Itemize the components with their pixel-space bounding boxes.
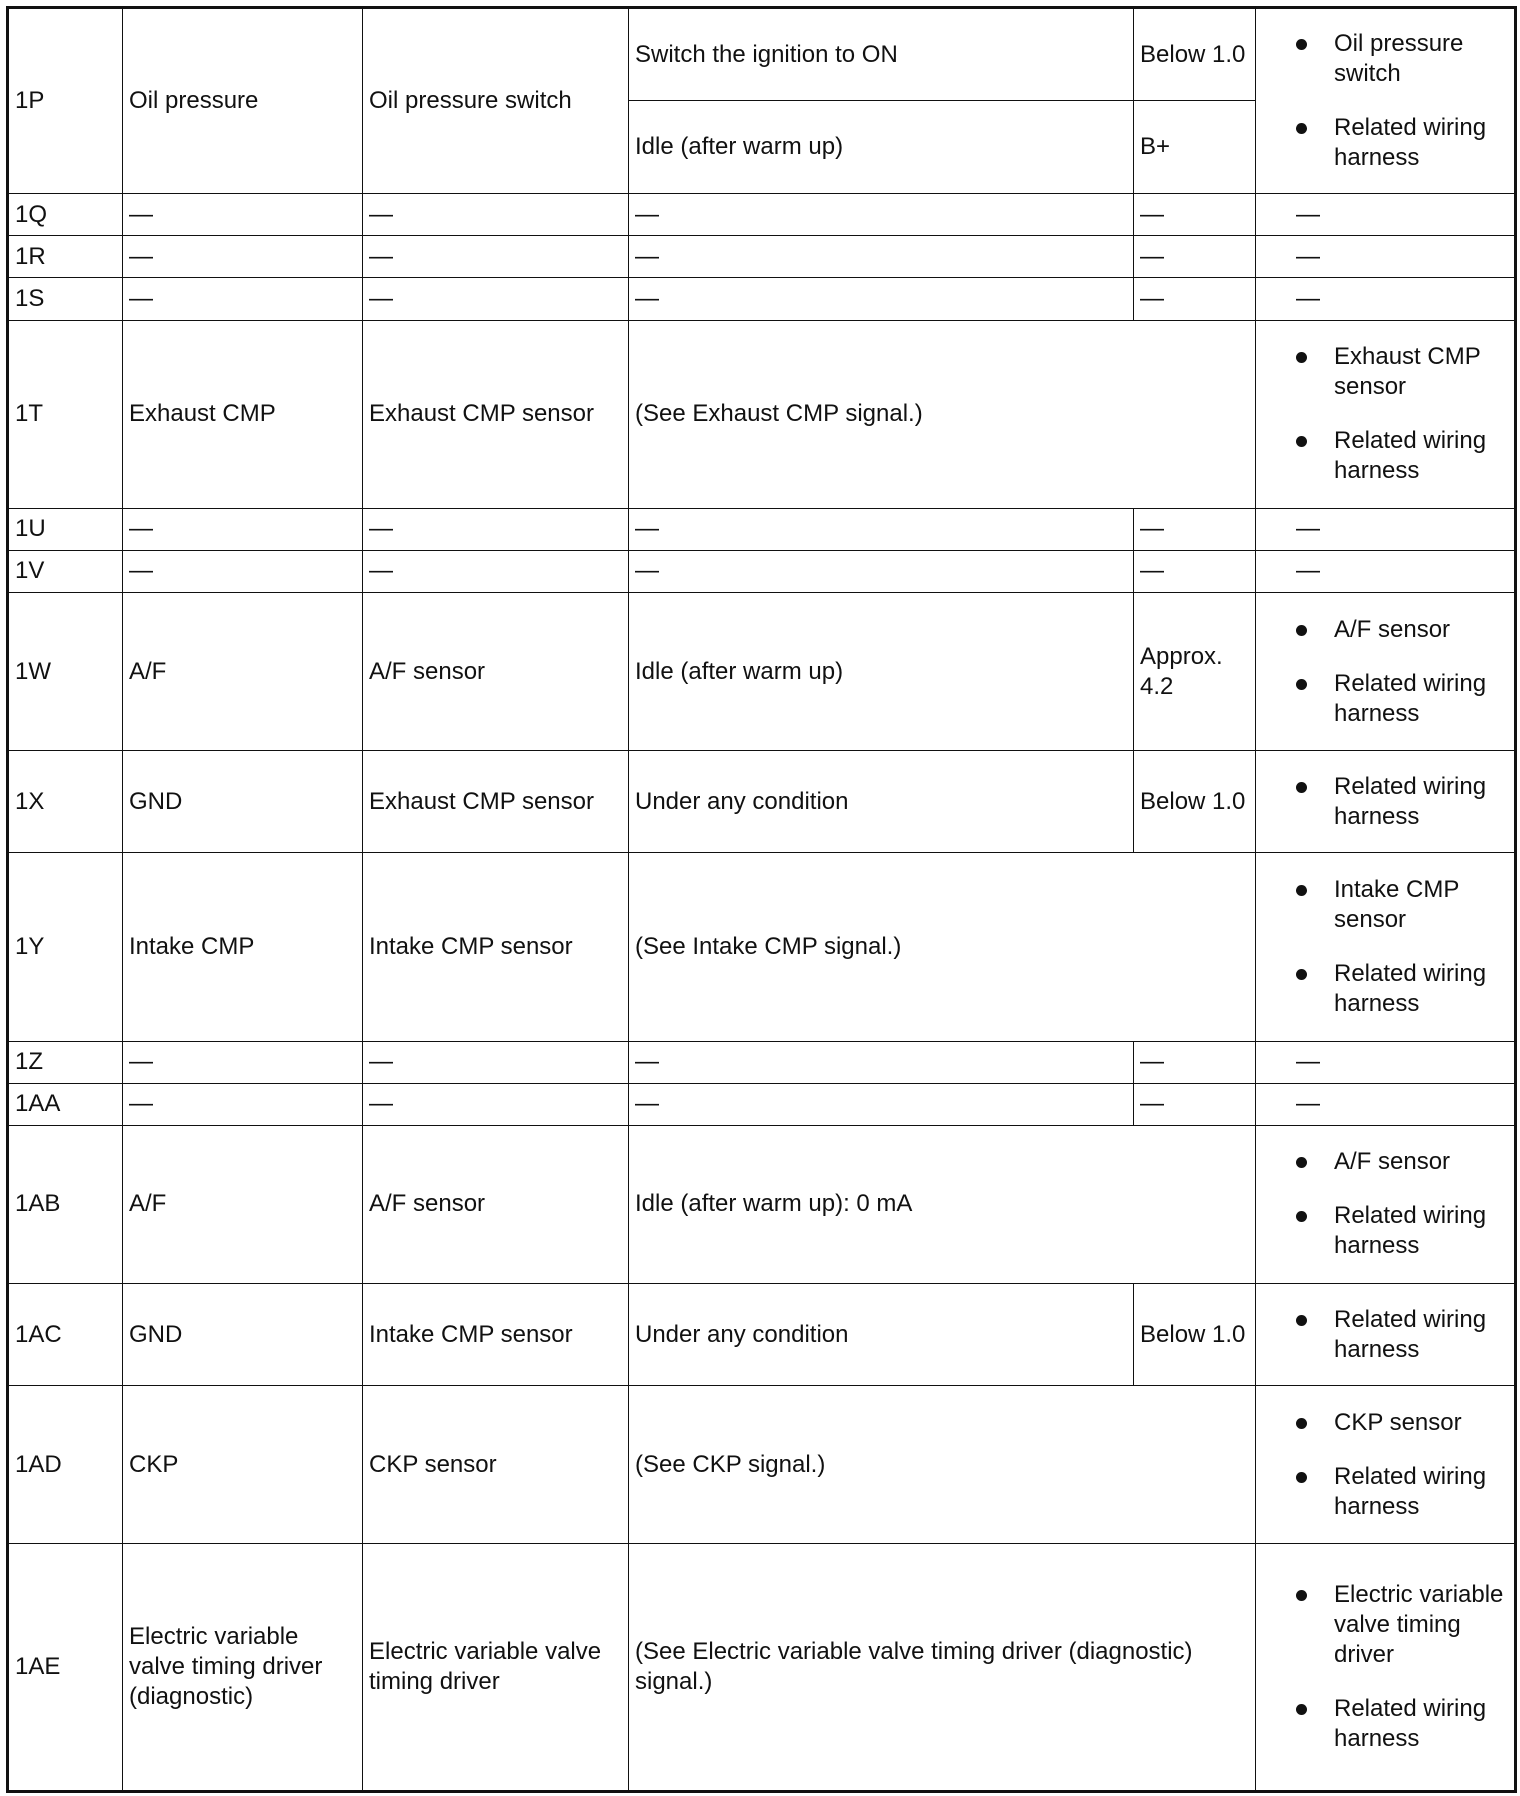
connected-to-cell: — — [363, 194, 629, 236]
signal-cell: — — [123, 278, 363, 320]
condition-cell: (See CKP signal.) — [629, 1386, 1256, 1544]
connected-to-cell: — — [363, 236, 629, 278]
voltage-cell: B+ — [1134, 101, 1256, 194]
inspection-cell: — — [1256, 550, 1516, 592]
terminal-table — [6, 6, 1517, 1793]
inspection-list — [1296, 1305, 1508, 1365]
terminal-cell: 1T — [8, 320, 123, 508]
table-row — [8, 278, 1516, 320]
connected-to-cell: — — [363, 1041, 629, 1083]
inspection-item: Related wiring harness — [1296, 113, 1508, 173]
terminal-cell: 1Q — [8, 194, 123, 236]
inspection-list — [1296, 1147, 1508, 1261]
signal-cell: Oil pressure — [123, 8, 363, 194]
terminal-cell: 1AB — [8, 1125, 123, 1283]
inspection-list — [1296, 772, 1508, 832]
terminal-cell: 1R — [8, 236, 123, 278]
inspection-item: Related wiring harness — [1296, 1201, 1508, 1261]
table-row — [8, 1125, 1516, 1283]
connected-to-cell: Oil pressure switch — [363, 8, 629, 194]
table-row — [8, 592, 1516, 750]
terminal-cell: 1U — [8, 508, 123, 550]
inspection-cell: — — [1256, 508, 1516, 550]
table-row — [8, 8, 1516, 101]
terminal-cell: 1X — [8, 751, 123, 853]
inspection-cell — [1256, 592, 1516, 750]
inspection-list — [1296, 1408, 1508, 1522]
inspection-item: Related wiring harness — [1296, 1305, 1508, 1365]
terminal-cell: 1AA — [8, 1083, 123, 1125]
condition-cell: Under any condition — [629, 751, 1134, 853]
voltage-cell: Approx. 4.2 — [1134, 592, 1256, 750]
inspection-list — [1296, 615, 1508, 729]
terminal-cell: 1Y — [8, 853, 123, 1041]
signal-cell: — — [123, 508, 363, 550]
signal-cell: A/F — [123, 1125, 363, 1283]
terminal-cell: 1AC — [8, 1284, 123, 1386]
table-row — [8, 751, 1516, 853]
table-row — [8, 1544, 1516, 1792]
inspection-cell: — — [1256, 1083, 1516, 1125]
table-row — [8, 550, 1516, 592]
voltage-cell: — — [1134, 550, 1256, 592]
condition-cell: — — [629, 1083, 1134, 1125]
inspection-item: Related wiring harness — [1296, 669, 1508, 729]
table-row — [8, 194, 1516, 236]
condition-cell: — — [629, 194, 1134, 236]
table-row — [8, 1284, 1516, 1386]
terminal-cell: 1W — [8, 592, 123, 750]
terminal-cell: 1V — [8, 550, 123, 592]
inspection-cell — [1256, 8, 1516, 194]
inspection-cell: — — [1256, 278, 1516, 320]
inspection-cell — [1256, 320, 1516, 508]
signal-cell: — — [123, 1083, 363, 1125]
terminal-table-body — [8, 8, 1516, 1792]
inspection-cell: — — [1256, 1041, 1516, 1083]
inspection-item: Related wiring harness — [1296, 1694, 1508, 1754]
connected-to-cell: — — [363, 278, 629, 320]
inspection-list — [1296, 1580, 1508, 1754]
condition-cell: — — [629, 550, 1134, 592]
signal-cell: — — [123, 194, 363, 236]
inspection-list — [1296, 29, 1508, 173]
inspection-item: Related wiring harness — [1296, 1462, 1508, 1522]
inspection-item: Intake CMP sensor — [1296, 875, 1508, 935]
inspection-cell — [1256, 853, 1516, 1041]
signal-cell: CKP — [123, 1386, 363, 1544]
signal-cell: GND — [123, 1284, 363, 1386]
signal-cell: Electric variable valve timing driver (diagnostic) — [123, 1544, 363, 1792]
terminal-cell: 1P — [8, 8, 123, 194]
condition-cell: — — [629, 1041, 1134, 1083]
condition-cell: Switch the ignition to ON — [629, 8, 1134, 101]
inspection-item: Electric variable valve timing driver — [1296, 1580, 1508, 1670]
voltage-cell: — — [1134, 508, 1256, 550]
inspection-item: Oil pressure switch — [1296, 29, 1508, 89]
connected-to-cell: Electric variable valve timing driver — [363, 1544, 629, 1792]
condition-cell: Idle (after warm up) — [629, 101, 1134, 194]
terminal-cell: 1Z — [8, 1041, 123, 1083]
inspection-cell — [1256, 1284, 1516, 1386]
connected-to-cell: CKP sensor — [363, 1386, 629, 1544]
inspection-item: Related wiring harness — [1296, 959, 1508, 1019]
condition-cell: Idle (after warm up) — [629, 592, 1134, 750]
table-row — [8, 853, 1516, 1041]
inspection-item: A/F sensor — [1296, 1147, 1508, 1177]
inspection-item: A/F sensor — [1296, 615, 1508, 645]
connected-to-cell: Intake CMP sensor — [363, 1284, 629, 1386]
inspection-cell — [1256, 1544, 1516, 1792]
connected-to-cell: Exhaust CMP sensor — [363, 320, 629, 508]
inspection-list — [1296, 342, 1508, 486]
voltage-cell: — — [1134, 1083, 1256, 1125]
table-row — [8, 236, 1516, 278]
signal-cell: GND — [123, 751, 363, 853]
connected-to-cell: Intake CMP sensor — [363, 853, 629, 1041]
condition-cell: (See Intake CMP signal.) — [629, 853, 1256, 1041]
terminal-cell: 1AE — [8, 1544, 123, 1792]
inspection-cell: — — [1256, 194, 1516, 236]
condition-cell: Under any condition — [629, 1284, 1134, 1386]
table-row — [8, 1083, 1516, 1125]
condition-cell: (See Exhaust CMP signal.) — [629, 320, 1256, 508]
signal-cell: — — [123, 236, 363, 278]
inspection-cell — [1256, 1386, 1516, 1544]
condition-cell: — — [629, 508, 1134, 550]
connected-to-cell: A/F sensor — [363, 592, 629, 750]
voltage-cell: Below 1.0 — [1134, 8, 1256, 101]
inspection-cell — [1256, 751, 1516, 853]
connected-to-cell: — — [363, 550, 629, 592]
inspection-item: Exhaust CMP sensor — [1296, 342, 1508, 402]
inspection-cell — [1256, 1125, 1516, 1283]
inspection-list — [1296, 875, 1508, 1019]
connected-to-cell: — — [363, 1083, 629, 1125]
voltage-cell: Below 1.0 — [1134, 751, 1256, 853]
voltage-cell: Below 1.0 — [1134, 1284, 1256, 1386]
signal-cell: — — [123, 550, 363, 592]
connected-to-cell: A/F sensor — [363, 1125, 629, 1283]
condition-cell: — — [629, 278, 1134, 320]
condition-cell: Idle (after warm up): 0 mA — [629, 1125, 1256, 1283]
connected-to-cell: Exhaust CMP sensor — [363, 751, 629, 853]
signal-cell: Exhaust CMP — [123, 320, 363, 508]
condition-cell: — — [629, 236, 1134, 278]
inspection-item: Related wiring harness — [1296, 772, 1508, 832]
table-row — [8, 508, 1516, 550]
condition-cell: (See Electric variable valve timing driver (diagnostic) signal.) — [629, 1544, 1256, 1792]
table-row — [8, 320, 1516, 508]
signal-cell: — — [123, 1041, 363, 1083]
voltage-cell: — — [1134, 278, 1256, 320]
voltage-cell: — — [1134, 1041, 1256, 1083]
signal-cell: A/F — [123, 592, 363, 750]
table-row — [8, 1386, 1516, 1544]
terminal-cell: 1S — [8, 278, 123, 320]
voltage-cell: — — [1134, 236, 1256, 278]
inspection-cell: — — [1256, 236, 1516, 278]
inspection-item: CKP sensor — [1296, 1408, 1508, 1438]
connected-to-cell: — — [363, 508, 629, 550]
terminal-cell: 1AD — [8, 1386, 123, 1544]
signal-cell: Intake CMP — [123, 853, 363, 1041]
table-row — [8, 1041, 1516, 1083]
voltage-cell: — — [1134, 194, 1256, 236]
inspection-item: Related wiring harness — [1296, 426, 1508, 486]
